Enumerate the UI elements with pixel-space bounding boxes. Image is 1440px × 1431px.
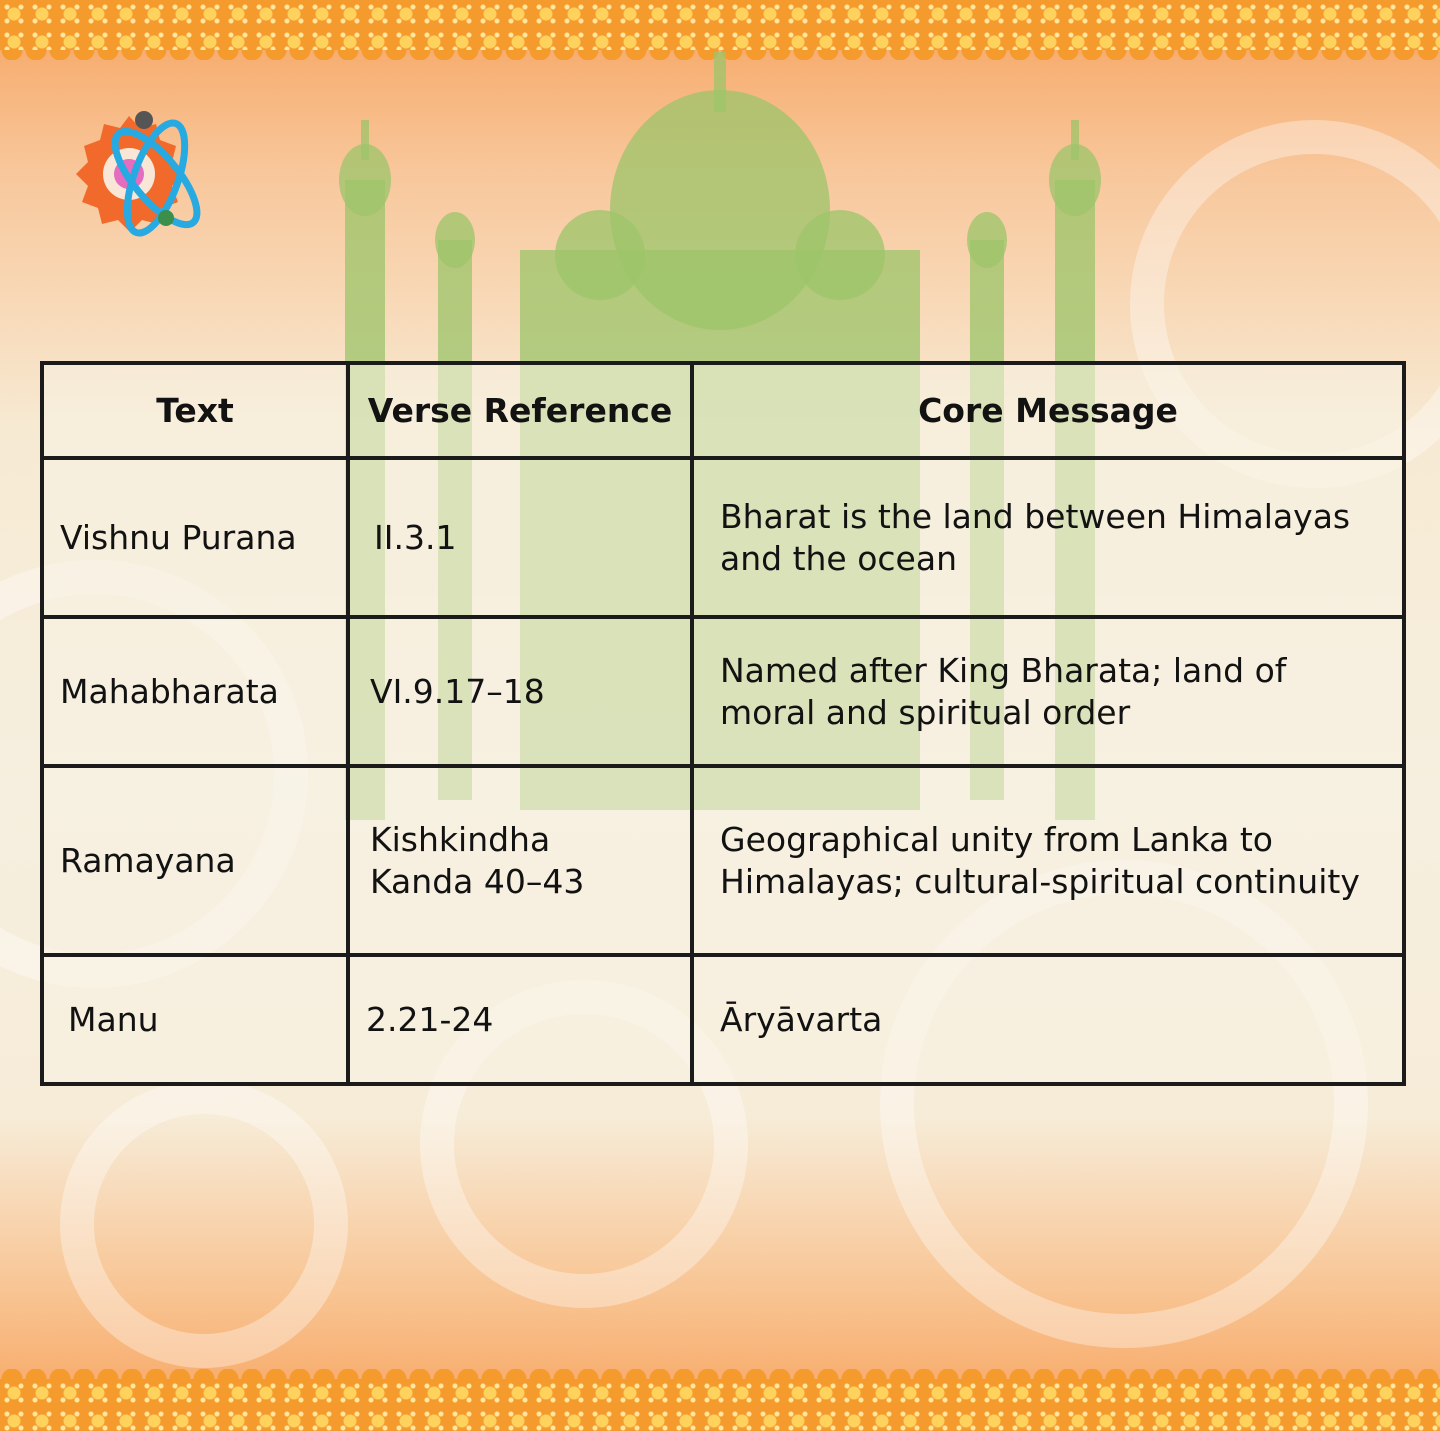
cell-message: Bharat is the land between Himalayas and the ocean xyxy=(692,458,1404,617)
cell-text: Manu xyxy=(42,955,348,1084)
sciencecasm-logo xyxy=(44,98,214,268)
table-row xyxy=(42,617,1404,766)
table-row xyxy=(42,458,1404,617)
cell-verse: 2.21-24 xyxy=(348,955,692,1084)
scripture-reference-table xyxy=(40,361,1406,1078)
cell-verse: Kishkindha Kanda 40–43 xyxy=(348,766,692,955)
header-text: Text xyxy=(42,363,348,458)
table-row xyxy=(42,955,1404,1084)
cell-verse: II.3.1 xyxy=(348,458,692,617)
header-verse-reference: Verse Reference xyxy=(348,363,692,458)
header-core-message: Core Message xyxy=(692,363,1404,458)
cell-text: Vishnu Purana xyxy=(42,458,348,617)
decorative-bottom-border xyxy=(0,1379,1440,1431)
cell-message: Āryāvarta xyxy=(692,955,1404,1084)
cell-message: Geographical unity from Lanka to Himalayas; cultural-spiritual continuity xyxy=(692,766,1404,955)
cell-text: Ramayana xyxy=(42,766,348,955)
gear-atom-brain-logo-icon xyxy=(44,98,214,268)
decorative-bottom-scallop xyxy=(0,1369,1440,1379)
table-header-row xyxy=(42,363,1404,458)
cell-verse: VI.9.17–18 xyxy=(348,617,692,766)
background-swirl xyxy=(60,1080,348,1368)
table-row xyxy=(42,766,1404,955)
cell-text: Mahabharata xyxy=(42,617,348,766)
cell-message: Named after King Bharata; land of moral and spiritual order xyxy=(692,617,1404,766)
